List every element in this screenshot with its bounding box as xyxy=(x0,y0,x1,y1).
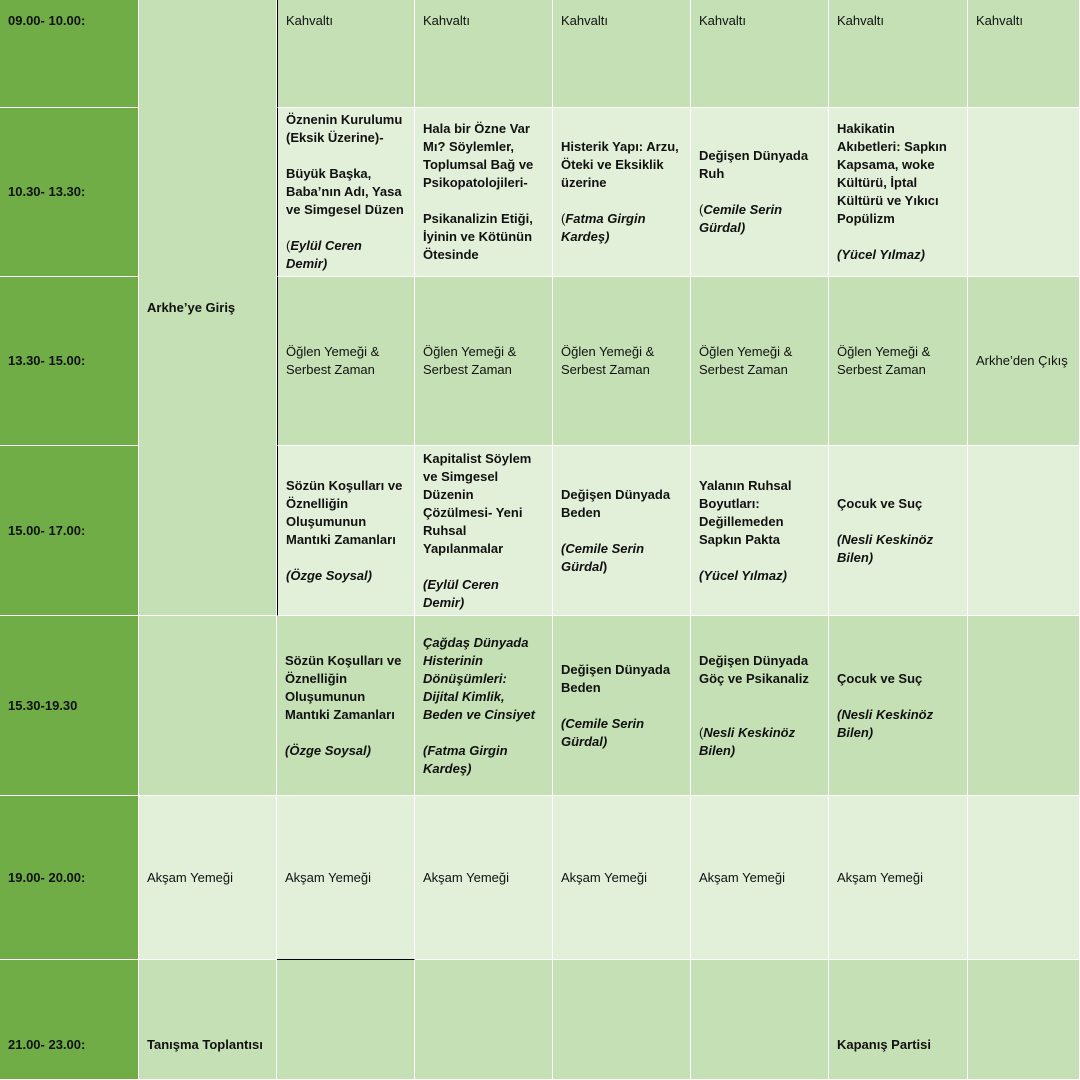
lunch-label: Öğlen Yemeği & Serbest Zaman xyxy=(423,344,517,377)
session-text xyxy=(423,120,533,264)
session-cell xyxy=(415,616,553,796)
session-speaker: Cemile Serin Gürdal) xyxy=(699,202,783,235)
dinner-label: Akşam Yemeği xyxy=(423,869,509,885)
time-label: 15.30-19.30 xyxy=(8,697,78,713)
paren: ( xyxy=(286,238,291,253)
lunch-cell xyxy=(691,277,829,446)
lunch-label: Öğlen Yemeği & Serbest Zaman xyxy=(286,344,380,377)
breakfast-cell xyxy=(415,0,553,108)
exit-label: Arkhe’den Çıkış xyxy=(976,353,1068,368)
session-text xyxy=(699,652,809,760)
session-speaker: Fatma Girgin Kardeş) xyxy=(561,211,646,244)
breakfast-cell xyxy=(968,0,1080,108)
lunch-label: Öğlen Yemeği & Serbest Zaman xyxy=(699,344,793,377)
paren: ( xyxy=(561,211,566,226)
exit-cell xyxy=(968,277,1080,446)
session-speaker: (Cemile Serin Gürdal xyxy=(561,540,645,574)
empty-cell xyxy=(968,616,1080,796)
session-title: Hakikatin Akıbetleri: Sapkın Kapsama, woke Kültürü, İptal Kültürü ve Yıkıcı Popülizm xyxy=(837,121,947,226)
intro-meeting-label: Tanışma Toplantısı xyxy=(147,1036,263,1052)
empty-cell xyxy=(968,796,1080,960)
empty-cell xyxy=(691,960,829,1080)
session-text xyxy=(561,661,670,751)
dinner-cell xyxy=(553,796,691,960)
dinner-cell xyxy=(691,796,829,960)
empty-cell xyxy=(277,959,415,1080)
breakfast-label: Kahvaltı xyxy=(286,13,333,28)
time-cell xyxy=(0,796,139,960)
session-cell xyxy=(829,446,968,616)
time-label: 10.30- 13.30: xyxy=(8,184,86,199)
session-speaker: (Yücel Yılmaz) xyxy=(837,247,925,262)
session-title: Öznenin Kurulumu (Eksik Üzerine)- Büyük Başka, Baba’nın Adı, Yasa ve Simgesel Düzen xyxy=(286,112,404,217)
session-text xyxy=(285,652,401,760)
closing-party-cell xyxy=(829,960,968,1080)
time-cell xyxy=(0,0,139,108)
session-cell xyxy=(829,616,968,796)
breakfast-label: Kahvaltı xyxy=(976,13,1023,28)
paren: ( xyxy=(699,202,704,217)
session-cell xyxy=(691,446,829,616)
session-cell xyxy=(553,446,691,616)
time-label: 13.30- 15.00: xyxy=(8,353,86,368)
paren: ) xyxy=(602,558,608,574)
lunch-cell xyxy=(829,277,968,446)
dinner-label: Akşam Yemeği xyxy=(837,869,923,885)
breakfast-cell xyxy=(691,0,829,108)
entry-cell xyxy=(139,0,277,616)
session-title: Hala bir Özne Var Mı? Söylemler, Toplumsal Bağ ve Psikopatolojileri- Psikanalizin Etiği, İyinin ve Kötünün Ötesinde xyxy=(423,121,534,262)
dinner-cell xyxy=(415,796,553,960)
time-cell xyxy=(0,108,139,277)
session-speaker: Nesli Keskinöz Bilen) xyxy=(699,724,796,758)
session-text xyxy=(699,147,808,237)
session-text xyxy=(561,486,670,576)
session-title: Sözün Koşulları ve Öznelliğin Oluşumunun Mantıki Zamanları xyxy=(286,477,403,547)
session-title: Histerik Yapı: Arzu, Öteki ve Eksiklik üzerine xyxy=(561,139,679,190)
time-cell xyxy=(0,277,139,446)
session-speaker: (Özge Soysal) xyxy=(286,567,372,583)
dinner-cell xyxy=(277,796,415,960)
breakfast-label: Kahvaltı xyxy=(699,13,746,28)
session-speaker: (Özge Soysal) xyxy=(285,742,371,758)
session-title: Sözün Koşulları ve Öznelliğin Oluşumunun Mantıki Zamanları xyxy=(285,652,402,722)
lunch-label: Öğlen Yemeği & Serbest Zaman xyxy=(561,344,655,377)
session-text xyxy=(837,495,933,567)
session-title: Kapitalist Söylem ve Simgesel Düzenin Çözülmesi- Yeni Ruhsal Yapılanmalar xyxy=(423,450,532,556)
dinner-cell xyxy=(139,796,277,960)
session-cell xyxy=(829,108,968,277)
session-title: Yalanın Ruhsal Boyutları: Değillemeden Sapkın Pakta xyxy=(699,477,792,547)
session-title: Çocuk ve Suç xyxy=(837,670,923,686)
lunch-cell xyxy=(277,277,415,446)
session-speaker: (Nesli Keskinöz Bilen) xyxy=(837,706,934,740)
session-title: Çağdaş Dünyada Histerinin Dönüşümleri: Dijital Kimlik, Beden ve Cinsiyet xyxy=(423,634,535,722)
session-cell xyxy=(415,446,553,616)
session-text xyxy=(286,477,402,585)
time-label: 09.00- 10.00: xyxy=(8,13,86,28)
session-text xyxy=(561,138,679,246)
time-cell xyxy=(0,446,139,616)
session-cell xyxy=(277,108,415,277)
session-speaker: (Eylül Ceren Demir) xyxy=(423,576,499,610)
empty-cell xyxy=(139,616,277,796)
session-cell xyxy=(277,446,415,616)
session-text xyxy=(837,120,947,264)
dinner-label: Akşam Yemeği xyxy=(147,869,233,885)
session-cell xyxy=(553,108,691,277)
session-speaker: Eylül Ceren Demir) xyxy=(286,238,362,271)
empty-cell xyxy=(415,960,553,1080)
breakfast-label: Kahvaltı xyxy=(423,13,470,28)
entry-label: Arkhe’ye Giriş xyxy=(147,299,236,315)
time-label: 15.00- 17.00: xyxy=(8,522,86,538)
time-label: 21.00- 23.00: xyxy=(8,1036,86,1052)
dinner-cell xyxy=(829,796,968,960)
session-cell xyxy=(691,616,829,796)
session-text xyxy=(423,634,535,778)
breakfast-cell xyxy=(829,0,968,108)
session-title: Değişen Dünyada Ruh xyxy=(699,148,809,181)
session-cell xyxy=(277,616,415,796)
session-cell xyxy=(553,616,691,796)
intro-meeting-cell xyxy=(139,960,277,1080)
session-title: Çocuk ve Suç xyxy=(837,495,923,511)
session-title: Değişen Dünyada Beden xyxy=(561,486,671,520)
session-title: Değişen Dünyada Beden xyxy=(561,661,671,695)
session-text xyxy=(286,111,404,273)
breakfast-cell xyxy=(553,0,691,108)
session-text xyxy=(837,670,933,742)
time-label: 19.00- 20.00: xyxy=(8,869,86,885)
breakfast-label: Kahvaltı xyxy=(561,13,608,28)
empty-cell xyxy=(968,108,1080,277)
paren: ( xyxy=(699,724,704,740)
session-text xyxy=(423,450,531,612)
time-cell xyxy=(0,616,139,796)
session-text xyxy=(699,477,791,585)
session-speaker: (Cemile Serin Gürdal) xyxy=(561,715,645,749)
empty-cell xyxy=(968,960,1080,1080)
session-speaker: (Yücel Yılmaz) xyxy=(699,567,787,583)
lunch-label: Öğlen Yemeği & Serbest Zaman xyxy=(837,344,931,377)
breakfast-label: Kahvaltı xyxy=(837,13,884,28)
session-speaker: (Fatma Girgin Kardeş) xyxy=(423,742,508,776)
breakfast-cell xyxy=(277,0,415,108)
dinner-label: Akşam Yemeği xyxy=(561,869,647,885)
session-cell xyxy=(691,108,829,277)
session-cell xyxy=(415,108,553,277)
time-cell xyxy=(0,960,139,1080)
dinner-label: Akşam Yemeği xyxy=(285,869,371,885)
session-title: Değişen Dünyada Göç ve Psikanaliz xyxy=(699,652,809,686)
closing-party-label: Kapanış Partisi xyxy=(837,1036,931,1052)
lunch-cell xyxy=(553,277,691,446)
session-speaker: (Nesli Keskinöz Bilen) xyxy=(837,531,934,565)
empty-cell xyxy=(553,960,691,1080)
lunch-cell xyxy=(415,277,553,446)
dinner-label: Akşam Yemeği xyxy=(699,869,785,885)
empty-cell xyxy=(968,446,1080,616)
